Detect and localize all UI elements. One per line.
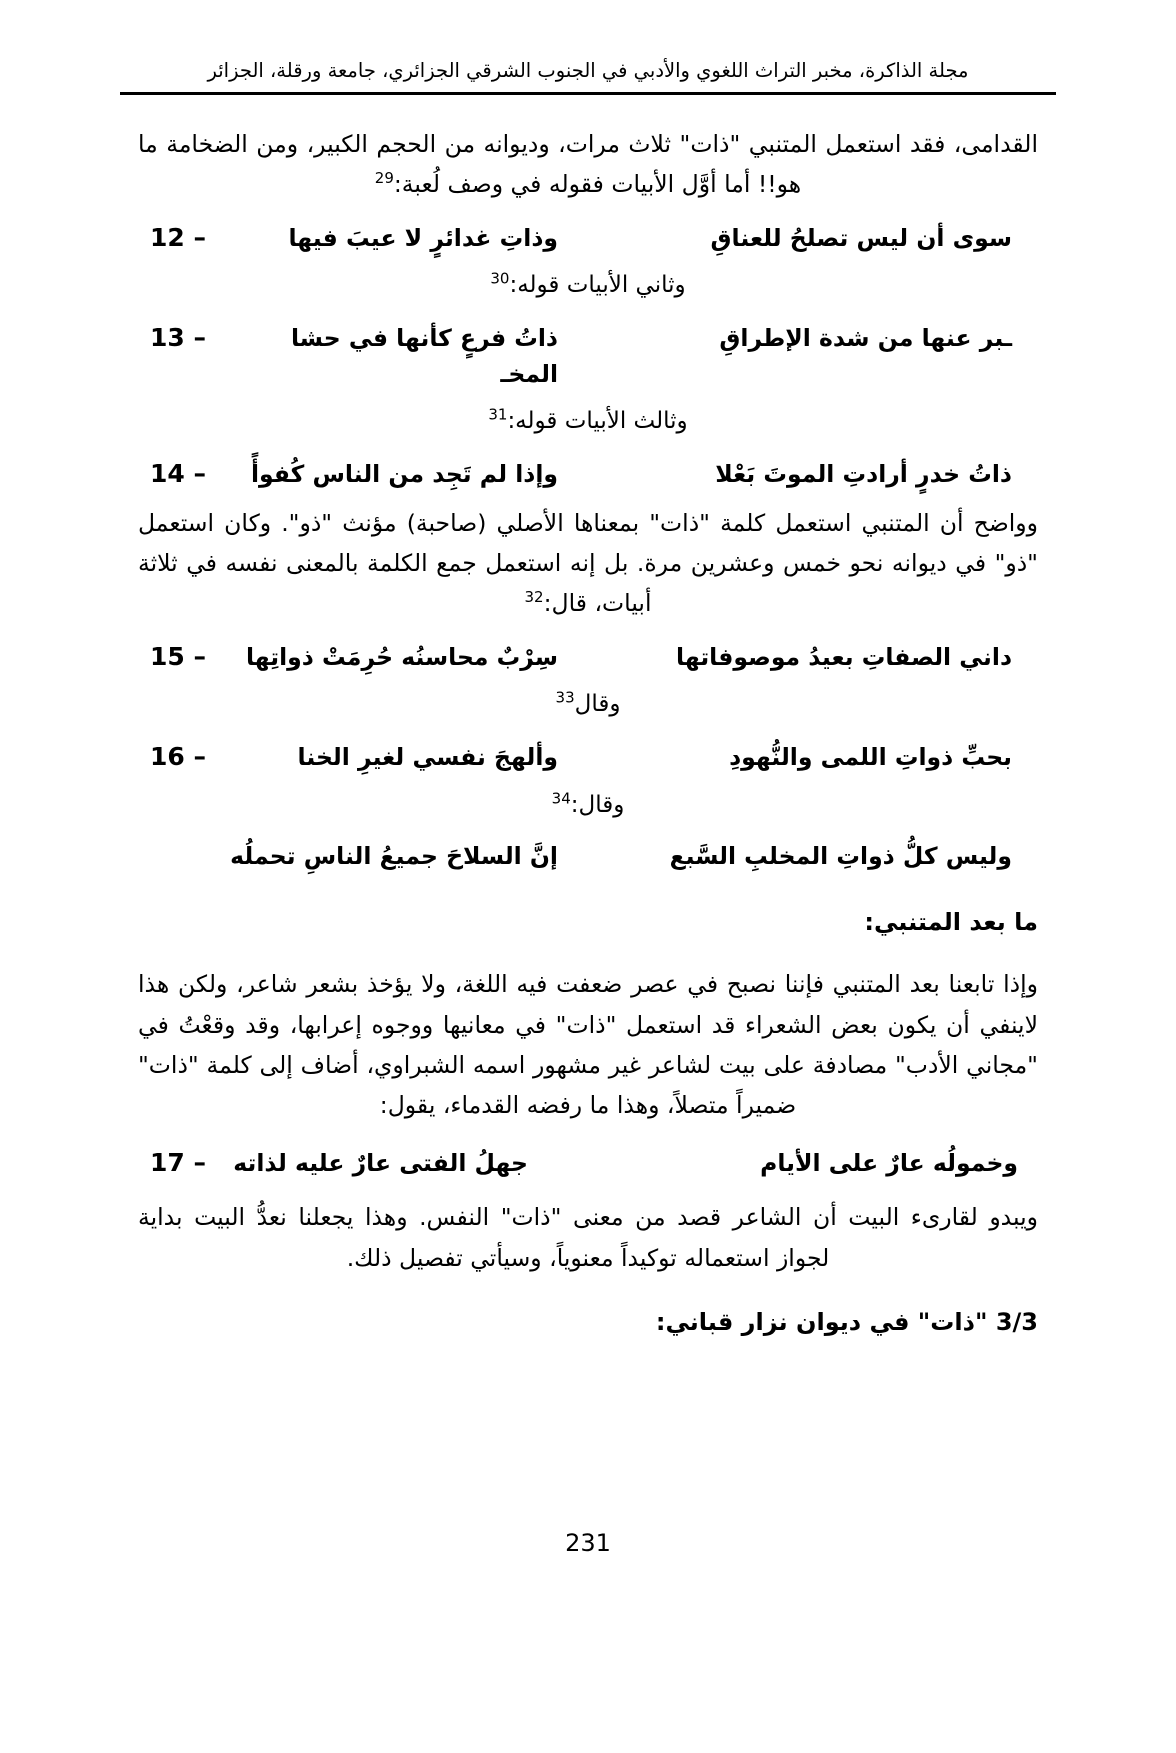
- verse-line: [138, 738, 1038, 776]
- verse-hemistich-b: سوى أن ليس تصلحُ للعناقِ: [710, 223, 1012, 252]
- verse-intro-2: [138, 266, 1038, 305]
- verse-intro-4: [138, 685, 1038, 724]
- paragraph-analysis-text: وواضح أن المتنبي استعمل كلمة "ذات" بمعناها الأصلي (صاحبة) مؤنث "ذو". وكان استعمل "ذو" في ديوانه نحو خمس وعشرين مرة. بل إنه استعمل جمع الكلمة بالمعنى نفسه في ثلاثة أبيات، قال:: [138, 508, 1038, 618]
- paragraph-intro: [138, 124, 1038, 205]
- verse-intro-2-text: وثاني الأبيات قوله:: [509, 272, 686, 299]
- verse-line: [138, 638, 1038, 676]
- verse-hemistich-b: وخمولُه عارٌ على الأيام: [760, 1148, 1018, 1177]
- verse-number: 14 –: [150, 459, 206, 488]
- page-number: 231: [565, 1529, 611, 1557]
- verse-hemistich-a: وذاتِ غدائرٍ لا عيبَ فيها: [288, 223, 558, 252]
- footnote-marker-34: 34: [551, 789, 571, 808]
- section-heading: ما بعد المتنبي:: [864, 908, 1038, 937]
- footnote-marker-33: 33: [555, 688, 575, 707]
- verse-hemistich-a: سِرْبٌ محاسنُه حُرِمَتْ ذواتِها: [245, 642, 558, 671]
- footnote-marker-31: 31: [488, 405, 508, 424]
- footnote-marker-29: 29: [374, 169, 394, 188]
- verse-line: [138, 1144, 1038, 1182]
- verse-hemistich-a: جهلُ الفتى عارٌ عليه لذاته: [233, 1148, 528, 1177]
- verse-intro-4-text: وقال: [574, 691, 621, 718]
- verse-number: 15 –: [150, 641, 206, 671]
- paragraph-analysis: [138, 503, 1038, 624]
- subsection-heading: 3/3 "ذات" في ديوان نزار قباني:: [655, 1308, 1038, 1337]
- paragraph-post-mutanabbi: وإذا تابعنا بعد المتنبي فإننا نصبح في عصر ضعفت فيه اللغة، ولا يؤخذ بشعر شاعر، ولكن هذا لاينفي أن يكون بعض الشعراء قد استعمل "ذات" في معانيها ووجوه إعرابها، وقد وقعْتُ في "مجاني الأدب" مصادفة على بيت لشاعر غير مشهور اسمه الشبراوي، أضاف إلى كلمة "ذات" ضميراً متصلاً، وهذا ما رفضه القدماء، يقول:: [138, 970, 1038, 1120]
- verse-intro-3-text: وثالث الأبيات قوله:: [507, 407, 688, 434]
- verse-hemistich-b: ذاتُ خدرٍ أرادتِ الموتَ بَعْلا: [715, 460, 1012, 488]
- footnote-marker-30: 30: [490, 269, 510, 288]
- footnote-marker-32: 32: [524, 588, 544, 607]
- verse-hemistich-b: وليس كلُّ ذواتِ المخلبِ السَّبع: [669, 841, 1012, 870]
- verse-number: 13 –: [150, 323, 206, 353]
- verse-hemistich-a: وإذا لم تَجِد من الناس كُفوأً: [250, 460, 558, 488]
- verse-number: 16 –: [150, 742, 206, 772]
- verse-hemistich-a: ذاتُ فرعٍ كأنها في حشا المخـ: [290, 324, 558, 388]
- running-head-text: مجلة الذاكرة، مخبر التراث اللغوي والأدبي في الجنوب الشرقي الجزائري، جامعة ورقلة، الجزائر: [207, 59, 969, 82]
- verse-number: 17 –: [150, 1147, 206, 1177]
- page-header: [120, 58, 1056, 95]
- verse-line: [138, 455, 1038, 493]
- page-content: [138, 124, 1038, 1336]
- verse-hemistich-a: وألهجَ نفسي لغيرِ الخنا: [297, 743, 558, 772]
- verse-intro-5: [138, 786, 1038, 825]
- paragraph-conclusion: ويبدو لقارىء البيت أن الشاعر قصد من معنى "ذات" النفس. وهذا يجعلنا نعدُّ البيت بداية لجواز استعماله توكيداً معنوياً، وسيأتي تفصيل ذلك.: [138, 1203, 1038, 1272]
- verse-hemistich-b: بحبِّ ذواتِ اللمى والنُّهودِ: [729, 743, 1012, 772]
- verse-hemistich-b: داني الصفاتِ بعيدُ موصوفاتها: [676, 642, 1012, 671]
- header-divider: [120, 92, 1056, 95]
- verse-intro-5-text: وقال:: [570, 791, 625, 818]
- verse-intro-3: [138, 402, 1038, 441]
- verse-line: [138, 319, 1038, 392]
- verse-hemistich-a: إنَّ السلاحَ جميعُ الناسِ تحملُه: [230, 841, 558, 870]
- verse-number: 12 –: [150, 222, 206, 252]
- verse-line: [138, 839, 1038, 874]
- verse-line: [138, 219, 1038, 257]
- verse-hemistich-b: ـبر عنها من شدة الإطراقِ: [719, 324, 1012, 353]
- paragraph-intro-text: القدامى، فقد استعمل المتنبي "ذات" ثلاث مرات، وديوانه من الحجم الكبير، ومن الضخامة ما هو!! أما أوَّل الأبيات فقوله في وصف لُعبة:: [138, 130, 1038, 199]
